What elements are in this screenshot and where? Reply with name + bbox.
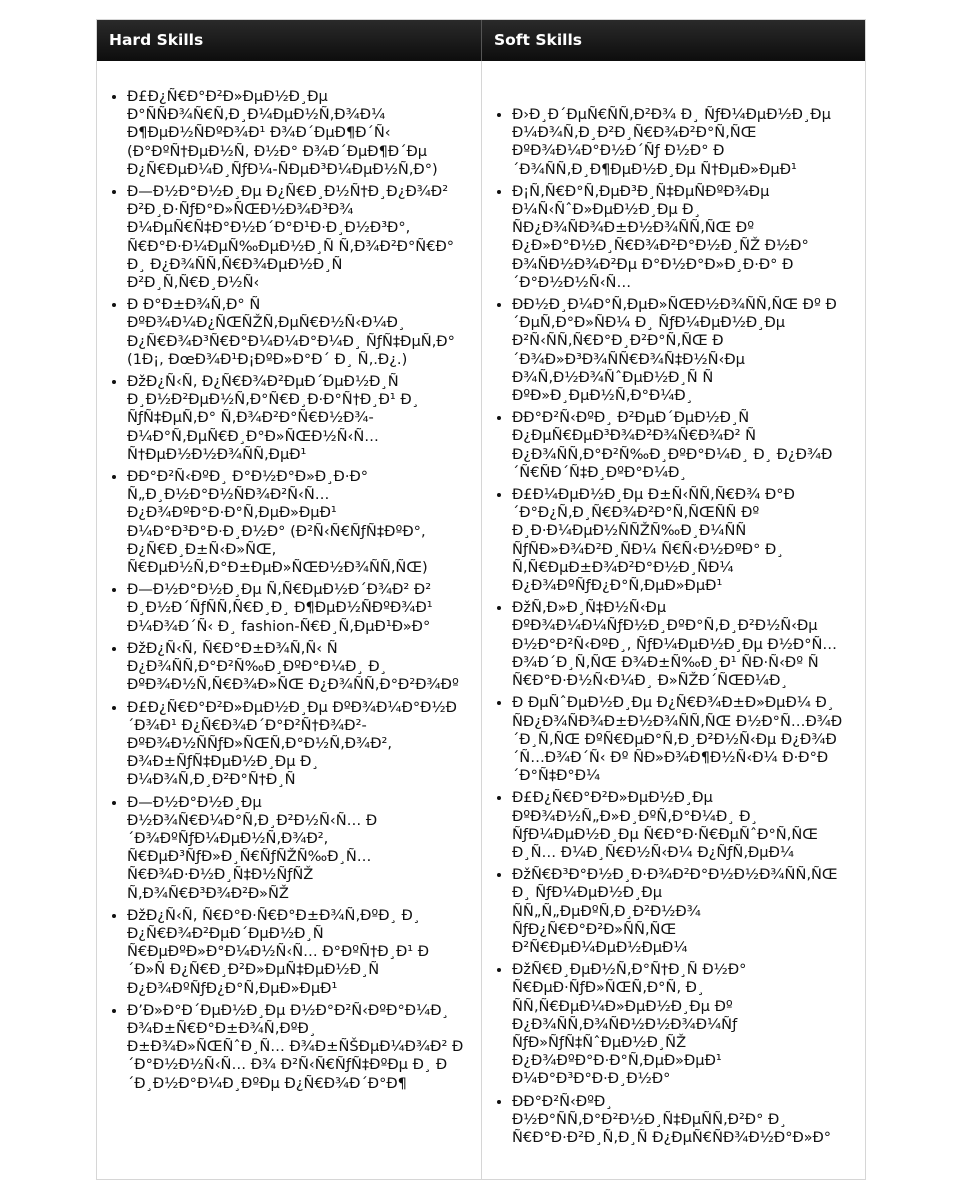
soft-skill-item: • Ð›Ð¸Ð´ÐµÑ€ÑÑ‚Ð²Ð¾ Ð¸ ÑƒÐ¼ÐµÐ½Ð¸Ðµ Ð¼Ð¾Ñ‚Ð¸Ð²Ð¸Ñ€Ð¾Ð²Ð°Ñ‚ÑŒ ÐºÐ¾Ð¼Ð°Ð½Ð´Ñƒ Ð½Ð° Ð´Ð¾ÑÑ‚Ð¸Ð¶ÐµÐ½Ð¸Ðµ Ñ†ÐµÐ»ÐµÐ¹	[512, 106, 849, 179]
soft-skill-item: • ÐžÑ€Ð¸ÐµÐ½Ñ‚Ð°Ñ†Ð¸Ñ Ð½Ð° Ñ€ÐµÐ·ÑƒÐ»ÑŒÑ‚Ð°Ñ‚ Ð¸ ÑÑ‚Ñ€ÐµÐ¼Ð»ÐµÐ½Ð¸Ðµ Ðº Ð¿Ð¾ÑÑ‚Ð¾ÑÐ½Ð½Ð¾Ð¼Ñƒ ÑƒÐ»ÑƒÑ‡ÑˆÐµÐ½Ð¸ÑŽ Ð¿Ð¾ÐºÐ°Ð·Ð°Ñ‚ÐµÐ»ÐµÐ¹ Ð¼Ð°Ð³Ð°Ð·Ð¸Ð½Ð°	[512, 961, 849, 1088]
hard-skill-item: • Ð—Ð½Ð°Ð½Ð¸Ðµ Ñ‚Ñ€ÐµÐ½Ð´Ð¾Ð² Ð² Ð¸Ð½Ð´ÑƒÑÑ‚Ñ€Ð¸Ð¸ Ð¶ÐµÐ½ÑÐºÐ¾Ð¹ Ð¼Ð¾Ð´Ñ‹ Ð¸ fashion-Ñ€Ð¸Ñ‚ÐµÐ¹Ð»Ð°	[127, 581, 465, 636]
hard-skill-item: • Ð£Ð¿Ñ€Ð°Ð²Ð»ÐµÐ½Ð¸Ðµ ÐºÐ¾Ð¼Ð°Ð½Ð´Ð¾Ð¹ Ð¿Ñ€Ð¾Ð´Ð°Ð²Ñ†Ð¾Ð²-ÐºÐ¾Ð½ÑÑƒÐ»ÑŒÑ‚Ð°Ð½Ñ‚Ð¾Ð², Ð¾Ð±ÑƒÑ‡ÐµÐ½Ð¸Ðµ Ð¸ Ð¼Ð¾Ñ‚Ð¸Ð²Ð°Ñ†Ð¸Ñ	[127, 699, 465, 790]
soft-skill-item: • ÐÐ°Ð²Ñ‹ÐºÐ¸ Ð½Ð°ÑÑ‚Ð°Ð²Ð½Ð¸Ñ‡ÐµÑÑ‚Ð²Ð° Ð¸ Ñ€Ð°Ð·Ð²Ð¸Ñ‚Ð¸Ñ Ð¿ÐµÑ€ÑÐ¾Ð½Ð°Ð»Ð°	[512, 1093, 849, 1148]
hard-skill-item: • Ð£Ð¿Ñ€Ð°Ð²Ð»ÐµÐ½Ð¸Ðµ Ð°ÑÑÐ¾Ñ€Ñ‚Ð¸Ð¼ÐµÐ½Ñ‚Ð¾Ð¼ Ð¶ÐµÐ½ÑÐºÐ¾Ð¹ Ð¾Ð´ÐµÐ¶Ð´Ñ‹ (Ð°ÐºÑ†ÐµÐ½Ñ‚ Ð½Ð° Ð¾Ð´ÐµÐ¶Ð´Ðµ Ð¿Ñ€ÐµÐ¼Ð¸ÑƒÐ¼-ÑÐµÐ³Ð¼ÐµÐ½Ñ‚Ð°)	[127, 88, 465, 179]
soft-skill-item: • Ð£Ð¿Ñ€Ð°Ð²Ð»ÐµÐ½Ð¸Ðµ ÐºÐ¾Ð½Ñ„Ð»Ð¸ÐºÑ‚Ð°Ð¼Ð¸ Ð¸ ÑƒÐ¼ÐµÐ½Ð¸Ðµ Ñ€Ð°Ð·Ñ€ÐµÑˆÐ°Ñ‚ÑŒ Ð¸Ñ… Ð¼Ð¸Ñ€Ð½Ñ‹Ð¼ Ð¿ÑƒÑ‚ÐµÐ¼	[512, 789, 849, 862]
hard-skills-list	[107, 88, 465, 1093]
hard-skill-item: • Ð’Ð»Ð°Ð´ÐµÐ½Ð¸Ðµ Ð½Ð°Ð²Ñ‹ÐºÐ°Ð¼Ð¸ Ð¾Ð±Ñ€Ð°Ð±Ð¾Ñ‚ÐºÐ¸ Ð±Ð¾Ð»ÑŒÑˆÐ¸Ñ… Ð¾Ð±ÑŠÐµÐ¼Ð¾Ð² Ð´Ð°Ð½Ð½Ñ‹Ñ… Ð¾ Ð²Ñ‹Ñ€ÑƒÑ‡ÐºÐµ Ð¸ Ð´Ð¸Ð½Ð°Ð¼Ð¸ÐºÐµ Ð¿Ñ€Ð¾Ð´Ð°Ð¶	[127, 1002, 465, 1093]
soft-skill-item: • Ð ÐµÑˆÐµÐ½Ð¸Ðµ Ð¿Ñ€Ð¾Ð±Ð»ÐµÐ¼ Ð¸ ÑÐ¿Ð¾ÑÐ¾Ð±Ð½Ð¾ÑÑ‚ÑŒ Ð½Ð°Ñ…Ð¾Ð´Ð¸Ñ‚ÑŒ ÐºÑ€ÐµÐ°Ñ‚Ð¸Ð²Ð½Ñ‹Ðµ Ð¿Ð¾Ð´Ñ…Ð¾Ð´Ñ‹ Ðº ÑÐ»Ð¾Ð¶Ð½Ñ‹Ð¼ Ð·Ð°Ð´Ð°Ñ‡Ð°Ð¼	[512, 694, 849, 785]
soft-skills-list	[492, 106, 849, 1147]
soft-skills-cell	[482, 61, 865, 1179]
soft-skill-item: • ÐžÑ‚Ð»Ð¸Ñ‡Ð½Ñ‹Ðµ ÐºÐ¾Ð¼Ð¼ÑƒÐ½Ð¸ÐºÐ°Ñ‚Ð¸Ð²Ð½Ñ‹Ðµ Ð½Ð°Ð²Ñ‹ÐºÐ¸, ÑƒÐ¼ÐµÐ½Ð¸Ðµ Ð½Ð°Ñ…Ð¾Ð´Ð¸Ñ‚ÑŒ Ð¾Ð±Ñ‰Ð¸Ð¹ ÑÐ·Ñ‹Ðº Ñ Ñ€Ð°Ð·Ð½Ñ‹Ð¼Ð¸ Ð»ÑŽÐ´ÑŒÐ¼Ð¸	[512, 599, 849, 690]
hard-skills-cell	[97, 61, 482, 1179]
hard-skill-item: • Ð—Ð½Ð°Ð½Ð¸Ðµ Ð½Ð¾Ñ€Ð¼Ð°Ñ‚Ð¸Ð²Ð½Ñ‹Ñ… Ð´Ð¾ÐºÑƒÐ¼ÐµÐ½Ñ‚Ð¾Ð², Ñ€ÐµÐ³ÑƒÐ»Ð¸Ñ€ÑƒÑŽÑ‰Ð¸Ñ… Ñ€Ð¾Ð·Ð½Ð¸Ñ‡Ð½ÑƒÑŽ Ñ‚Ð¾Ñ€Ð³Ð¾Ð²Ð»ÑŽ	[127, 794, 465, 903]
hard-skill-item: • Ð—Ð½Ð°Ð½Ð¸Ðµ Ð¿Ñ€Ð¸Ð½Ñ†Ð¸Ð¿Ð¾Ð² Ð²Ð¸Ð·ÑƒÐ°Ð»ÑŒÐ½Ð¾Ð³Ð¾ Ð¼ÐµÑ€Ñ‡Ð°Ð½Ð´Ð°Ð¹Ð·Ð¸Ð½Ð³Ð°, Ñ€Ð°Ð·Ð¼ÐµÑ‰ÐµÐ½Ð¸Ñ Ñ‚Ð¾Ð²Ð°Ñ€Ð° Ð¸ Ð¿Ð¾ÑÑ‚Ñ€Ð¾ÐµÐ½Ð¸Ñ Ð²Ð¸Ñ‚Ñ€Ð¸Ð½Ñ‹	[127, 183, 465, 292]
soft-skill-item: • ÐžÑ€Ð³Ð°Ð½Ð¸Ð·Ð¾Ð²Ð°Ð½Ð½Ð¾ÑÑ‚ÑŒ Ð¸ ÑƒÐ¼ÐµÐ½Ð¸Ðµ ÑÑ„Ñ„ÐµÐºÑ‚Ð¸Ð²Ð½Ð¾ ÑƒÐ¿Ñ€Ð°Ð²Ð»ÑÑ‚ÑŒ Ð²Ñ€ÐµÐ¼ÐµÐ½ÐµÐ¼	[512, 866, 849, 957]
hard-skill-item: • ÐžÐ¿Ñ‹Ñ‚ Ñ€Ð°Ð·Ñ€Ð°Ð±Ð¾Ñ‚ÐºÐ¸ Ð¸ Ð¿Ñ€Ð¾Ð²ÐµÐ´ÐµÐ½Ð¸Ñ Ñ€ÐµÐºÐ»Ð°Ð¼Ð½Ñ‹Ñ… Ð°ÐºÑ†Ð¸Ð¹ Ð´Ð»Ñ Ð¿Ñ€Ð¸Ð²Ð»ÐµÑ‡ÐµÐ½Ð¸Ñ Ð¿Ð¾ÐºÑƒÐ¿Ð°Ñ‚ÐµÐ»ÐµÐ¹	[127, 907, 465, 998]
soft-skill-item: • ÐÐ½Ð¸Ð¼Ð°Ñ‚ÐµÐ»ÑŒÐ½Ð¾ÑÑ‚ÑŒ Ðº Ð´ÐµÑ‚Ð°Ð»ÑÐ¼ Ð¸ ÑƒÐ¼ÐµÐ½Ð¸Ðµ Ð²Ñ‹ÑÑ‚Ñ€Ð°Ð¸Ð²Ð°Ñ‚ÑŒ Ð´Ð¾Ð»Ð³Ð¾ÑÑ€Ð¾Ñ‡Ð½Ñ‹Ðµ Ð¾Ñ‚Ð½Ð¾ÑˆÐµÐ½Ð¸Ñ Ñ ÐºÐ»Ð¸ÐµÐ½Ñ‚Ð°Ð¼Ð¸	[512, 296, 849, 405]
hard-skill-item: • ÐžÐ¿Ñ‹Ñ‚ Ñ€Ð°Ð±Ð¾Ñ‚Ñ‹ Ñ Ð¿Ð¾ÑÑ‚Ð°Ð²Ñ‰Ð¸ÐºÐ°Ð¼Ð¸ Ð¸ ÐºÐ¾Ð½Ñ‚Ñ€Ð¾Ð»ÑŒ Ð¿Ð¾ÑÑ‚Ð°Ð²Ð¾Ðº	[127, 640, 465, 695]
hard-skill-item: • Ð Ð°Ð±Ð¾Ñ‚Ð° Ñ ÐºÐ¾Ð¼Ð¿ÑŒÑŽÑ‚ÐµÑ€Ð½Ñ‹Ð¼Ð¸ Ð¿Ñ€Ð¾Ð³Ñ€Ð°Ð¼Ð¼Ð°Ð¼Ð¸ ÑƒÑ‡ÐµÑ‚Ð° (1Ð¡, ÐœÐ¾Ð¹Ð¡ÐºÐ»Ð°Ð´ Ð¸ Ñ‚.Ð¿.)	[127, 296, 465, 369]
soft-skill-item: • Ð¡Ñ‚Ñ€Ð°Ñ‚ÐµÐ³Ð¸Ñ‡ÐµÑÐºÐ¾Ðµ Ð¼Ñ‹ÑˆÐ»ÐµÐ½Ð¸Ðµ Ð¸ ÑÐ¿Ð¾ÑÐ¾Ð±Ð½Ð¾ÑÑ‚ÑŒ Ðº Ð¿Ð»Ð°Ð½Ð¸Ñ€Ð¾Ð²Ð°Ð½Ð¸ÑŽ Ð½Ð° Ð¾ÑÐ½Ð¾Ð²Ðµ Ð°Ð½Ð°Ð»Ð¸Ð·Ð° Ð´Ð°Ð½Ð½Ñ‹Ñ…	[512, 183, 849, 292]
hard-skills-header: Hard Skills	[97, 20, 482, 61]
skills-table	[96, 19, 866, 1180]
soft-skill-item: • Ð£Ð¼ÐµÐ½Ð¸Ðµ Ð±Ñ‹ÑÑ‚Ñ€Ð¾ Ð°Ð´Ð°Ð¿Ñ‚Ð¸Ñ€Ð¾Ð²Ð°Ñ‚ÑŒÑÑ Ðº Ð¸Ð·Ð¼ÐµÐ½ÑÑŽÑ‰Ð¸Ð¼ÑÑ ÑƒÑÐ»Ð¾Ð²Ð¸ÑÐ¼ Ñ€Ñ‹Ð½ÐºÐ° Ð¸ Ñ‚Ñ€ÐµÐ±Ð¾Ð²Ð°Ð½Ð¸ÑÐ¼ Ð¿Ð¾ÐºÑƒÐ¿Ð°Ñ‚ÐµÐ»ÐµÐ¹	[512, 486, 849, 595]
soft-skills-header: Soft Skills	[482, 20, 865, 61]
hard-skill-item: • ÐÐ°Ð²Ñ‹ÐºÐ¸ Ð°Ð½Ð°Ð»Ð¸Ð·Ð° Ñ„Ð¸Ð½Ð°Ð½ÑÐ¾Ð²Ñ‹Ñ… Ð¿Ð¾ÐºÐ°Ð·Ð°Ñ‚ÐµÐ»ÐµÐ¹ Ð¼Ð°Ð³Ð°Ð·Ð¸Ð½Ð° (Ð²Ñ‹Ñ€ÑƒÑ‡ÐºÐ°, Ð¿Ñ€Ð¸Ð±Ñ‹Ð»ÑŒ, Ñ€ÐµÐ½Ñ‚Ð°Ð±ÐµÐ»ÑŒÐ½Ð¾ÑÑ‚ÑŒ)	[127, 468, 465, 577]
hard-skill-item: • ÐžÐ¿Ñ‹Ñ‚ Ð¿Ñ€Ð¾Ð²ÐµÐ´ÐµÐ½Ð¸Ñ Ð¸Ð½Ð²ÐµÐ½Ñ‚Ð°Ñ€Ð¸Ð·Ð°Ñ†Ð¸Ð¹ Ð¸ ÑƒÑ‡ÐµÑ‚Ð° Ñ‚Ð¾Ð²Ð°Ñ€Ð½Ð¾-Ð¼Ð°Ñ‚ÐµÑ€Ð¸Ð°Ð»ÑŒÐ½Ñ‹Ñ… Ñ†ÐµÐ½Ð½Ð¾ÑÑ‚ÐµÐ¹	[127, 373, 465, 464]
soft-skill-item: • ÐÐ°Ð²Ñ‹ÐºÐ¸ Ð²ÐµÐ´ÐµÐ½Ð¸Ñ Ð¿ÐµÑ€ÐµÐ³Ð¾Ð²Ð¾Ñ€Ð¾Ð² Ñ Ð¿Ð¾ÑÑ‚Ð°Ð²Ñ‰Ð¸ÐºÐ°Ð¼Ð¸ Ð¸ Ð¿Ð¾Ð´Ñ€ÑÐ´Ñ‡Ð¸ÐºÐ°Ð¼Ð¸	[512, 409, 849, 482]
